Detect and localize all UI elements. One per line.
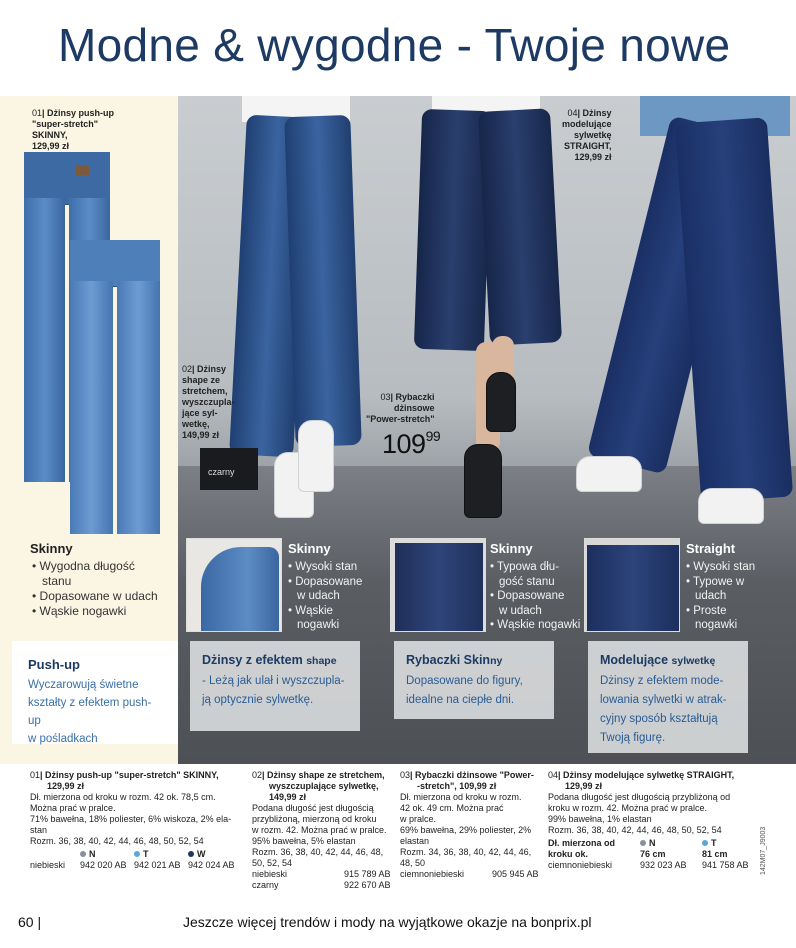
product-code: 942 021 AB xyxy=(134,860,181,870)
size-label xyxy=(188,849,242,860)
desc-line: ją optycznie sylwetkę. xyxy=(202,694,314,706)
details-line: Rozm. 36, 38, 40, 42, 44, 46, 48, 50, 52, 54 xyxy=(30,836,204,846)
divider: | xyxy=(42,108,48,118)
feature-list xyxy=(288,560,362,633)
code-row xyxy=(400,869,544,880)
label-price: 129,99 zł xyxy=(574,152,612,162)
info-title xyxy=(600,653,736,667)
model-leg xyxy=(478,108,562,345)
measure-label: Dł. mierzona od xyxy=(548,838,616,848)
product-number: 04 xyxy=(567,108,578,118)
size-label xyxy=(702,838,752,849)
details-line: 48, 50 xyxy=(400,858,426,868)
color-name: niebieski xyxy=(30,860,66,870)
desc-line: w pośladkach xyxy=(28,733,98,745)
jeans-detail xyxy=(395,543,483,632)
desc-line: kształty z efektem push-up xyxy=(28,697,152,727)
feature-title: Skinny xyxy=(490,541,533,556)
desc-line: Dżinsy z efektem mode- xyxy=(600,675,724,687)
skinny-features xyxy=(32,559,158,619)
details-line: Można prać w pralce. xyxy=(30,803,116,813)
feature-title: Straight xyxy=(686,541,736,556)
info-box-capri xyxy=(394,641,554,719)
sneaker xyxy=(298,420,334,492)
details-line: przybliżoną, mierzoną od kroku xyxy=(252,814,377,824)
code-row xyxy=(548,860,758,871)
desc-line: idealne na ciepłe dni. xyxy=(406,694,515,706)
jeans-leg xyxy=(24,198,65,482)
desc-line: Wyczarowują świetne xyxy=(28,679,139,691)
desc-line: lowania sylwetki w atrak- xyxy=(600,694,727,706)
details-line: 42 ok. 49 cm. Można prać xyxy=(400,803,504,813)
info-title-b: ny xyxy=(490,655,503,667)
label-line: wyszczupla- xyxy=(182,397,235,407)
label-line: "super-stretch" xyxy=(32,119,99,129)
label-line: SKINNY, xyxy=(32,130,68,140)
jeans-detail xyxy=(587,545,679,632)
details-price: 129,99 zł xyxy=(565,781,603,791)
detail-title-text: Dżinsy shape ze stretchem, xyxy=(267,770,385,780)
details-title xyxy=(252,770,396,781)
size-text: W xyxy=(197,849,206,859)
jeans-waistband xyxy=(24,152,110,205)
divider: | xyxy=(577,108,583,118)
info-title-b: shape xyxy=(306,655,337,667)
jeans-detail xyxy=(201,547,279,632)
product-04-label xyxy=(562,108,612,163)
detail-number: 03 xyxy=(400,770,411,780)
divider: | xyxy=(262,770,268,780)
pushup-info-box xyxy=(12,641,178,744)
label-line: Dżinsy push-up xyxy=(47,108,115,118)
details-line: 99% bawełna, 1% elastan xyxy=(548,814,652,824)
details-line: 95% bawełna, 5% elastan xyxy=(252,836,356,846)
size-dot xyxy=(134,851,140,857)
feature-item-cont xyxy=(686,618,755,633)
desc-line: Twoją figurę. xyxy=(600,732,666,744)
details-line: w pralce. xyxy=(400,814,437,824)
feature-item: • Typowe w xyxy=(686,575,755,590)
black-sneaker xyxy=(464,444,502,518)
feature-item-cont xyxy=(686,589,755,604)
info-title xyxy=(406,653,542,667)
label-line: dżinsowe xyxy=(394,403,435,413)
divider: | xyxy=(390,392,396,402)
label-line: stretchem, xyxy=(182,386,228,396)
measure-label: kroku ok. xyxy=(548,849,589,859)
details-price: 149,99 zł xyxy=(269,792,307,802)
feature-item-text: w udach xyxy=(499,604,542,617)
info-title xyxy=(202,653,348,667)
details-line: w rozm. 42. Można prać w pralce. xyxy=(252,825,387,835)
feature-list xyxy=(490,560,580,633)
product-code: 942 024 AB xyxy=(188,860,235,870)
feature-item: • Dopasowane w udach xyxy=(32,589,158,604)
details-line: stan xyxy=(30,825,48,835)
label-line: "Power-stretch" xyxy=(366,414,435,424)
size-text: N xyxy=(649,838,656,848)
product-number: 02 xyxy=(182,364,193,374)
product-01-label xyxy=(32,108,114,152)
feature-title: Skinny xyxy=(288,541,331,556)
info-desc xyxy=(600,672,736,748)
feature-item xyxy=(32,574,158,589)
label-line: modelujące xyxy=(562,119,612,129)
sneaker xyxy=(698,488,764,524)
feature-item: • Dopasowane xyxy=(288,575,362,590)
feature-item: • Wąskie nogawki xyxy=(490,618,580,633)
size-dot xyxy=(188,851,194,857)
details-price: 129,99 zł xyxy=(47,781,85,791)
length-row xyxy=(548,849,758,860)
product-code: 932 023 AB xyxy=(640,860,687,870)
label-line: jące syl- xyxy=(182,408,218,418)
divider: | xyxy=(192,364,198,374)
price-main: 109 xyxy=(382,429,426,459)
feature-item: • Wąskie xyxy=(288,604,362,619)
details-line: Dł. mierzona od kroku w rozm. xyxy=(400,792,522,802)
page-headline: Modne & wygodne - Twoje nowe xyxy=(58,19,731,71)
detail-number: 02 xyxy=(252,770,263,780)
detail-title-text: Dżinsy push-up "super-stretch" SKINNY, xyxy=(45,770,219,780)
info-title-a: Dżinsy z efektem xyxy=(202,653,307,667)
product-code: 905 945 AB xyxy=(492,869,539,879)
details-line: Podana długość jest długością przybliżoną od xyxy=(548,792,731,802)
product-number: 01 xyxy=(32,108,43,118)
size-spacer xyxy=(30,849,80,860)
details-line: Rozm. 36, 38, 40, 42, 44, 46, 48, 50, 52, 54 xyxy=(548,825,722,835)
feature-item: • Wąskie nogawki xyxy=(32,604,158,619)
details-02 xyxy=(252,770,396,891)
size-text: T xyxy=(143,849,149,859)
details-line: 50, 52, 54 xyxy=(252,858,293,868)
jeans-leg xyxy=(117,281,160,534)
price-big xyxy=(382,428,440,460)
size-row xyxy=(30,849,248,860)
size-label xyxy=(640,838,702,849)
detail-number: 01 xyxy=(30,770,41,780)
feature-item-text: nogawki xyxy=(695,619,738,631)
details-line: kroku w rozm. 42. Można prać w pralce. xyxy=(548,803,708,813)
feature-item-text: nogawki xyxy=(297,619,340,631)
code-row xyxy=(252,880,396,891)
details-line: elastan xyxy=(400,836,430,846)
details-line: Rozm. 36, 38, 40, 42, 44, 46, 48, xyxy=(252,847,384,857)
product-code: 915 789 AB xyxy=(344,869,391,879)
label-price: 129,99 zł xyxy=(32,141,70,151)
product-code: 941 758 AB xyxy=(702,860,749,870)
details-title xyxy=(400,770,544,781)
color-name: ciemnoniebieski xyxy=(548,860,613,870)
model-leg xyxy=(675,117,793,502)
feature-item: • Dopasowane xyxy=(490,589,580,604)
feature-item: • Wysoki stan xyxy=(686,560,755,575)
feature-item-cont xyxy=(490,575,580,590)
swatch-label: czarny xyxy=(208,467,235,477)
desc-line: cyjny sposób kształtują xyxy=(600,713,718,725)
footer-promo-text: Jeszcze więcej trendów i mody na wyjątkowe okazje na bonprix.pl xyxy=(183,914,592,930)
details-line: Rozm. 34, 36, 38, 40, 42, 44, 46, xyxy=(400,847,532,857)
color-swatch-black xyxy=(200,448,258,490)
jeans-waistband xyxy=(70,240,160,287)
label-line: wetkę, xyxy=(182,419,210,429)
price-cents: 99 xyxy=(425,428,441,444)
info-desc xyxy=(202,672,348,710)
feature-item-cont: stanu xyxy=(42,574,72,588)
page-number: 60 | xyxy=(18,914,42,930)
size-text: N xyxy=(89,849,96,859)
desc-line: Dopasowane do figury, xyxy=(406,675,523,687)
details-line: Dł. mierzona od kroku w rozm. 42 ok. 78,5 cm. xyxy=(30,792,216,802)
info-box-shape xyxy=(190,641,360,731)
color-name: niebieski xyxy=(252,869,288,879)
detail-title-text: Rybaczki dżinsowe "Power- xyxy=(415,770,534,780)
product-code: 942 020 AB xyxy=(80,860,127,870)
feature-item: • Wygodna długość xyxy=(32,559,158,574)
product-02-label xyxy=(182,364,235,441)
detail-title-text: Dżinsy modelujące sylwetkę STRAIGHT, xyxy=(563,770,735,780)
sneaker xyxy=(576,456,642,492)
size-dot xyxy=(80,851,86,857)
product-number: 03 xyxy=(380,392,391,402)
jeans-product-image-front xyxy=(70,240,160,534)
info-title-b: sylwetkę xyxy=(671,655,716,667)
feature-item-text: gość stanu xyxy=(499,575,555,588)
desc-line: - Leżą jak ulał i wyszczupla- xyxy=(202,675,345,687)
feature-item-cont xyxy=(288,589,362,604)
size-dot xyxy=(702,840,708,846)
details-title xyxy=(30,770,248,781)
feature-item-text: udach xyxy=(695,590,727,602)
size-dot xyxy=(640,840,646,846)
black-sneaker xyxy=(486,372,516,432)
size-label xyxy=(134,849,188,860)
label-line: shape ze xyxy=(182,375,221,385)
jeans-tag xyxy=(76,165,90,175)
label-line: sylwetkę xyxy=(574,130,612,140)
detail-thumb-skinny-1 xyxy=(186,538,282,632)
model-leg xyxy=(284,115,361,447)
skinny-title: Skinny xyxy=(30,541,73,556)
details-title xyxy=(548,770,758,781)
feature-item: • Typowa dłu- xyxy=(490,560,580,575)
details-line: 69% bawełna, 29% poliester, 2% xyxy=(400,825,532,835)
details-01 xyxy=(30,770,248,871)
label-line: Dżinsy xyxy=(582,108,612,118)
size-label xyxy=(80,849,134,860)
label-line: STRAIGHT, xyxy=(564,141,612,151)
code-row xyxy=(30,860,248,871)
length-value: 76 cm xyxy=(640,849,666,859)
info-title-a: Rybaczki Skin xyxy=(406,653,491,667)
feature-item: • Proste xyxy=(686,604,755,619)
catalog-code: 142M07_J9003 xyxy=(760,826,767,875)
detail-thumb-skinny-2 xyxy=(390,538,486,632)
divider: | xyxy=(40,770,46,780)
divider: | xyxy=(558,770,564,780)
info-title-a: Modelujące xyxy=(600,653,672,667)
details-line: 71% bawełna, 18% poliester, 6% wiskoza, 2% ela- xyxy=(30,814,232,824)
pushup-title: Push-up xyxy=(28,657,80,672)
divider: | xyxy=(410,770,416,780)
detail-thumb-straight xyxy=(584,538,680,632)
feature-list xyxy=(686,560,755,633)
info-box-modeling xyxy=(588,641,748,753)
label-line: Dżinsy xyxy=(197,364,227,374)
code-row xyxy=(252,869,396,880)
feature-item-cont xyxy=(288,618,362,633)
detail-number: 04 xyxy=(548,770,559,780)
color-name: ciemnoniebieski xyxy=(400,869,465,879)
feature-item-text: w udach xyxy=(297,590,340,602)
pushup-desc xyxy=(28,676,162,748)
details-title2: wyszczuplające sylwetkę, xyxy=(269,781,379,791)
label-price: 149,99 zł xyxy=(182,430,220,440)
details-03 xyxy=(400,770,544,880)
color-name: czarny xyxy=(252,880,279,890)
product-code: 922 670 AB xyxy=(344,880,391,890)
product-03-label xyxy=(366,392,435,425)
size-row xyxy=(548,838,758,849)
jeans-leg xyxy=(70,281,113,534)
info-desc xyxy=(406,672,542,710)
feature-item-cont xyxy=(490,604,580,619)
size-text: T xyxy=(711,838,717,848)
details-title2: -stretch", 109,99 zł xyxy=(417,781,497,791)
details-line: Podana długość jest długością xyxy=(252,803,374,813)
feature-item: • Wysoki stan xyxy=(288,560,362,575)
label-line: Rybaczki xyxy=(395,392,435,402)
details-04 xyxy=(548,770,758,871)
length-value: 81 cm xyxy=(702,849,728,859)
